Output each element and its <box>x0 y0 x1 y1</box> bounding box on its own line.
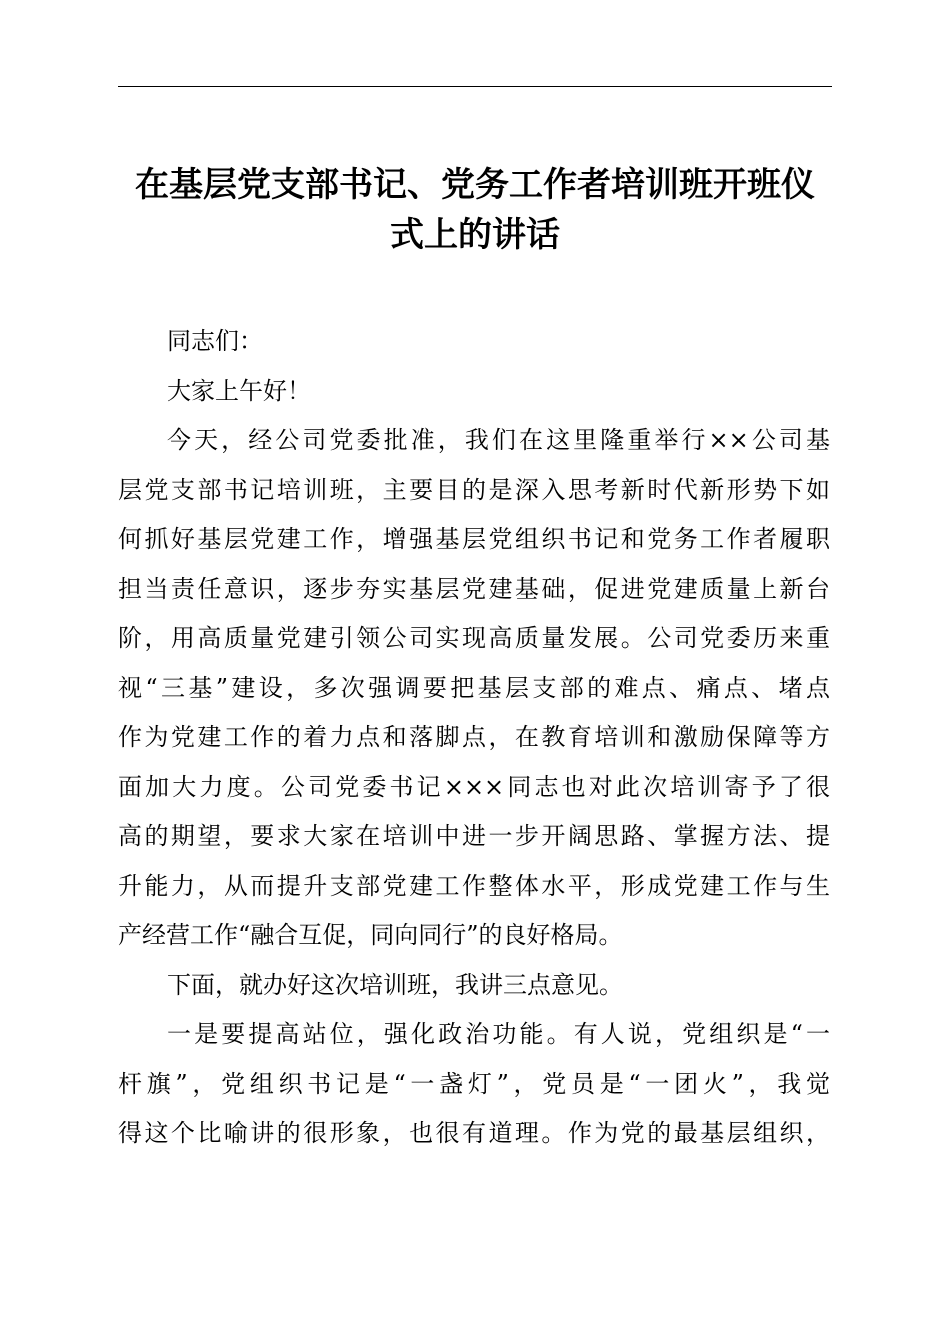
text-line: 层党支部书记培训班，主要目的是深入思考新时代新形势下如 <box>118 475 830 504</box>
text-line: 何抓好基层党建工作，增强基层党组织书记和党务工作者履职 <box>118 525 830 553</box>
document-body <box>118 317 830 1159</box>
text-line: 得这个比喻讲的很形象，也很有道理。作为党的最基层组织， <box>118 1119 830 1147</box>
header-rule <box>118 86 832 87</box>
salutation: 同志们： <box>167 327 263 355</box>
document-title-line-2: 式上的讲话 <box>390 215 560 255</box>
text-line: 产经营工作“融合互促，同向同行”的良好格局。 <box>118 921 623 949</box>
text-line: 视“三基”建设，多次强调要把基层支部的难点、痛点、堵点 <box>118 673 830 702</box>
text-line: 升能力，从而提升支部党建工作整体水平，形成党建工作与生 <box>118 871 830 900</box>
text-line: 担当责任意识，逐步夯实基层党建基础，促进党建质量上新台 <box>118 574 830 603</box>
text-line: 作为党建工作的着力点和落脚点，在教育培训和激励保障等方 <box>118 723 830 751</box>
paragraph-2: 下面，就办好这次培训班，我讲三点意见。 <box>167 970 623 999</box>
text-line: 高的期望，要求大家在培训中进一步开阔思路、掌握方法、提 <box>118 822 830 850</box>
text-line: 杆旗”，党组织书记是“一盏灯”，党员是“一团火”，我觉 <box>118 1069 830 1098</box>
text-line: 阶，用高质量党建引领公司实现高质量发展。公司党委历来重 <box>118 624 830 652</box>
text-line: 今天，经公司党委批准，我们在这里隆重举行××公司基 <box>167 426 830 454</box>
paragraph-3 <box>118 1010 830 1159</box>
greeting: 大家上午好！ <box>167 376 311 405</box>
text-line: 面加大力度。公司党委书记×××同志也对此次培训寄予了很 <box>118 772 830 801</box>
paragraph-1 <box>118 416 830 961</box>
text-line: 一是要提高站位，强化政治功能。有人说，党组织是“一 <box>167 1020 830 1048</box>
document-title-line-1: 在基层党支部书记、党务工作者培训班开班仪 <box>135 165 815 205</box>
